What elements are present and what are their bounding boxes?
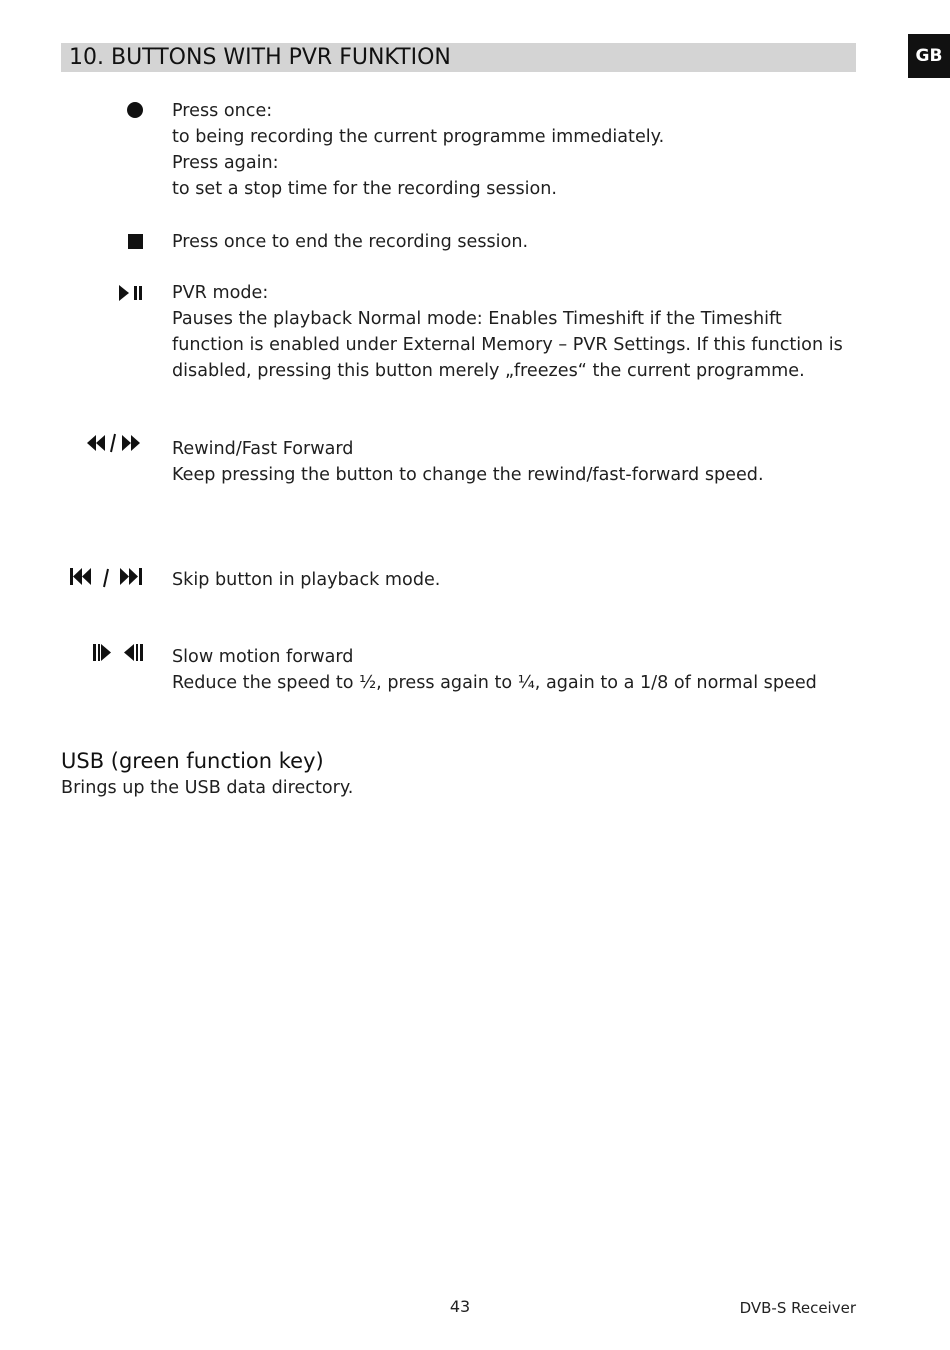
entry-line: Press once to end the recording session. bbox=[172, 232, 529, 252]
entry-stop-text bbox=[172, 229, 852, 255]
entry-line: Skip button in playback mode. bbox=[172, 570, 441, 590]
entry-slow-motion-text bbox=[172, 644, 852, 696]
section-title: 10. BUTTONS WITH PVR FUNKTION bbox=[69, 45, 451, 70]
entry-rewind-fast-forward-text bbox=[172, 436, 852, 488]
usb-heading: USB (green function key) bbox=[61, 749, 324, 773]
entry-line: PVR mode: bbox=[172, 283, 269, 303]
page-number: 43 bbox=[449, 1297, 471, 1316]
section-header-bar bbox=[61, 43, 856, 72]
language-tab: GB bbox=[908, 34, 950, 78]
rewind-fast-forward-icon bbox=[86, 432, 144, 458]
entry-line: Press once: bbox=[172, 101, 273, 121]
entry-line: Reduce the speed to ½, press again to ¼, again to a 1/8 of normal speed bbox=[172, 673, 817, 694]
footer-product-name: DVB-S Receiver bbox=[739, 1299, 856, 1317]
slow-motion-icon bbox=[92, 642, 144, 668]
entry-paragraph: Pauses the playback Normal mode: Enables Timeshift if the Timeshift function is enabled under External Memory – PVR Settings. If this function is disabled, pressing this button merely „freezes“ the current programme. bbox=[172, 309, 843, 382]
entry-play-pause-text bbox=[172, 280, 852, 384]
record-icon bbox=[126, 101, 144, 127]
stop-icon bbox=[128, 234, 143, 260]
play-pause-icon bbox=[118, 284, 144, 310]
entry-skip-text bbox=[172, 567, 852, 593]
entry-line: Rewind/Fast Forward bbox=[172, 439, 354, 459]
entry-line: Press again: bbox=[172, 153, 279, 174]
skip-previous-next-icon bbox=[69, 565, 145, 591]
entry-record-text bbox=[172, 98, 852, 202]
entry-line: Keep pressing the button to change the rewind/fast-forward speed. bbox=[172, 465, 764, 486]
entry-line: Slow motion forward bbox=[172, 647, 354, 667]
entry-line: to being recording the current programme immediately. bbox=[172, 127, 665, 148]
entry-line: to set a stop time for the recording session. bbox=[172, 179, 558, 200]
usb-description: Brings up the USB data directory. bbox=[61, 778, 354, 798]
